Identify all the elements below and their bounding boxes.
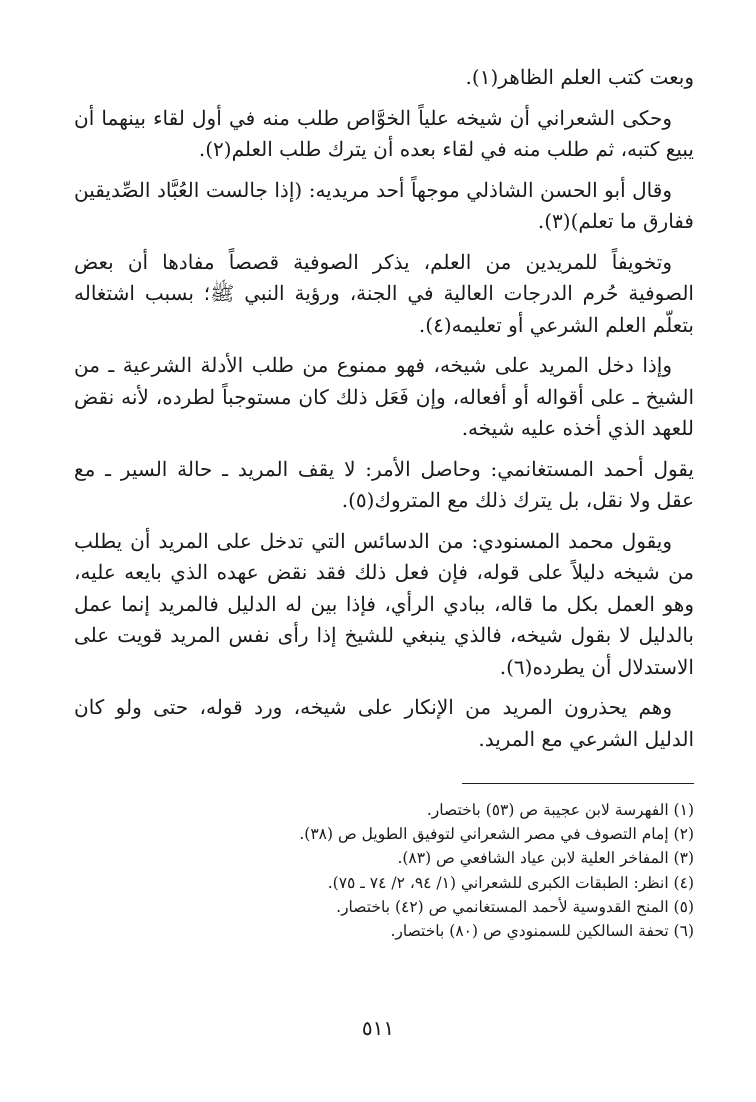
footnote-1: (١) الفهرسة لابن عجيبة ص (٥٣) باختصار. [426, 801, 694, 819]
page-body [74, 62, 694, 943]
footnote-4: (٤) انظر: الطبقات الكبرى للشعراني (١/ ٩٤، ٢/ ٧٤ ـ ٧٥). [327, 873, 694, 892]
paragraph-3: وقال أبو الحسن الشاذلي موجهاً أحد مريديه: (إذا جالست العُبَّاد الصِّديقين ففارق ما تعلم)(٣). [74, 177, 694, 233]
paragraph-5: وإذا دخل المريد على شيخه، فهو ممنوع من طلب الأدلة الشرعية ـ من الشيخ ـ على أقواله أو أفعاله، وإن فَعَل ذلك كان مستوجباً لطرده، لأنه نقض للعهد الذي أخذه عليه شيخه. [74, 353, 695, 440]
paragraph-2: وحكى الشعراني أن شيخه علياً الخوَّاص طلب منه في أول لقاء بينهما أن يبيع كتبه، ثم طلب منه في لقاء بعده أن يترك طلب العلم(٢). [74, 105, 694, 161]
paragraph-7: ويقول محمد المسنودي: من الدسائس التي تدخل على المريد أن يطلب من شيخه دليلاً على قوله، فإن فعل ذلك فقد نقض عهده الذي بايعه عليه، وهو العمل بكل ما قاله، ببادي الرأي، فإذا بين له الدليل فالمريد إنما عمل بالدليل لا بقول شيخه، فالذي ينبغي للشيخ إذا رأى نفس المريد قويت على الاستدلال أن يطرده(٦). [74, 528, 694, 679]
footnote-3: (٣) المفاخر العلية لابن عياد الشافعي ص (٨٣). [397, 849, 694, 868]
footnotes [74, 798, 694, 943]
paragraph-6: يقول أحمد المستغانمي: وحاصل الأمر: لا يقف المريد ـ حالة السير ـ مع عقل ولا نقل، بل يترك ذلك مع المتروك(٥). [74, 456, 694, 512]
footnote-separator [462, 783, 694, 784]
footnote-5: (٥) المنح القدوسية لأحمد المستغانمي ص (٤٢) باختصار. [336, 897, 694, 916]
footnote-6: (٦) تحفة السالكين للسمنودي ص (٨٠) باختصار. [390, 922, 694, 941]
paragraph-4: وتخويفاً للمريدين من العلم، يذكر الصوفية قصصاً مفادها أن بعض الصوفية حُرم الدرجات العالية في الجنة، ورؤية النبي ﷺ؛ بسبب اشتغاله بتعلّم العلم الشرعي أو تعليمه(٤). [74, 249, 694, 337]
footnote-2: (٢) إمام التصوف في مصر الشعراني لتوفيق الطويل ص (٣٨). [299, 825, 694, 844]
page-number: ٥١١ [361, 1016, 395, 1040]
paragraph-1: وبعت كتب العلم الظاهر(١). [465, 65, 694, 89]
paragraph-8: وهم يحذرون المريد من الإنكار على شيخه، ورد قوله، حتى ولو كان الدليل الشرعي مع المريد. [74, 695, 694, 751]
